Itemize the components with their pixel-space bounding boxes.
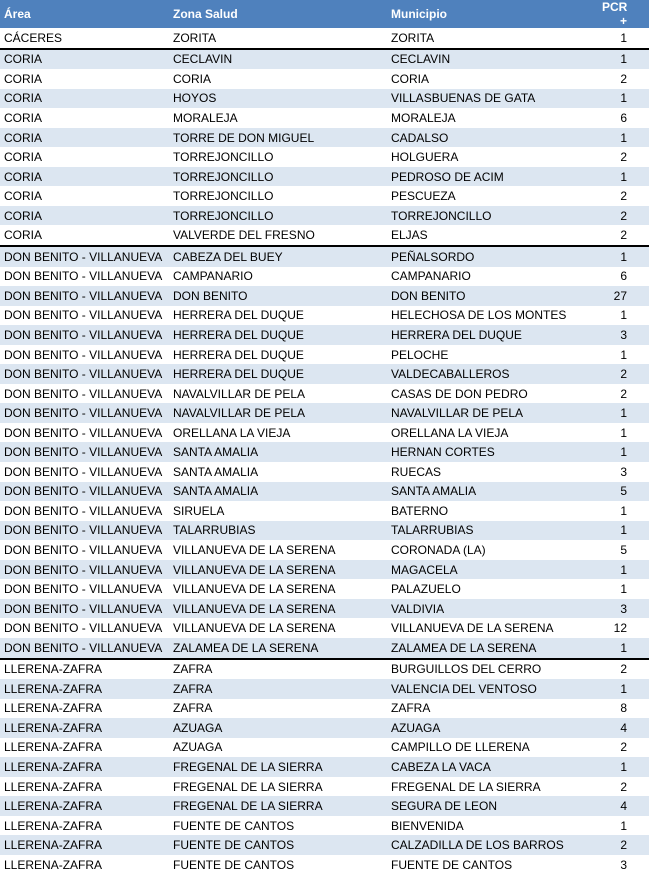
table-row [0,560,649,580]
cell-pcr: 1 [596,638,649,659]
cell-municipio: MORALEJA [385,108,596,128]
cell-pcr: 1 [596,560,649,580]
table-row [0,167,649,187]
cell-pcr: 1 [596,167,649,187]
cell-area: DON BENITO - VILLANUEVA [0,267,167,287]
cell-municipio: PESCUEZA [385,186,596,206]
cell-zona-salud: CECLAVIN [167,49,385,70]
cell-zona-salud: ORELLANA LA VIEJA [167,423,385,443]
cell-pcr: 2 [596,738,649,758]
cell-area: CORIA [0,206,167,226]
cell-zona-salud: NAVALVILLAR DE PELA [167,403,385,423]
cell-municipio: VILLANUEVA DE LA SERENA [385,618,596,638]
cell-zona-salud: HERRERA DEL DUQUE [167,306,385,326]
cell-area: DON BENITO - VILLANUEVA [0,482,167,502]
header-row [0,0,649,28]
table-row [0,618,649,638]
cell-pcr: 2 [596,147,649,167]
cell-pcr: 4 [596,796,649,816]
cell-zona-salud: ZORITA [167,28,385,49]
header-area: Área [0,0,167,28]
table-row [0,855,649,875]
cell-zona-salud: DON BENITO [167,286,385,306]
table-row [0,345,649,365]
cell-area: DON BENITO - VILLANUEVA [0,246,167,267]
cell-municipio: PELOCHE [385,345,596,365]
cell-zona-salud: TORREJONCILLO [167,147,385,167]
cell-zona-salud: FUENTE DE CANTOS [167,835,385,855]
cell-municipio: MAGACELA [385,560,596,580]
table-row [0,225,649,246]
cell-pcr: 1 [596,679,649,699]
cell-zona-salud: HERRERA DEL DUQUE [167,364,385,384]
cell-area: DON BENITO - VILLANUEVA [0,286,167,306]
cell-municipio: VILLASBUENAS DE GATA [385,89,596,109]
cell-municipio: HOLGUERA [385,147,596,167]
cell-municipio: VALENCIA DEL VENTOSO [385,679,596,699]
table-row [0,403,649,423]
cell-zona-salud: FUENTE DE CANTOS [167,816,385,836]
cell-municipio: BATERNO [385,501,596,521]
cell-zona-salud: NAVALVILLAR DE PELA [167,384,385,404]
table-row [0,246,649,267]
cell-municipio: TALARRUBIAS [385,521,596,541]
cell-zona-salud: TORREJONCILLO [167,167,385,187]
cell-area: LLERENA-ZAFRA [0,777,167,797]
cell-pcr: 1 [596,816,649,836]
cell-pcr: 1 [596,423,649,443]
table-row [0,699,649,719]
cell-pcr: 1 [596,501,649,521]
cell-area: CORIA [0,89,167,109]
table-row [0,718,649,738]
table-row [0,738,649,758]
cell-zona-salud: HERRERA DEL DUQUE [167,325,385,345]
cell-area: DON BENITO - VILLANUEVA [0,599,167,619]
table-body [0,28,649,875]
cell-municipio: DON BENITO [385,286,596,306]
cell-area: LLERENA-ZAFRA [0,679,167,699]
table-row [0,306,649,326]
table-row [0,186,649,206]
cell-municipio: ELJAS [385,225,596,246]
cell-area: DON BENITO - VILLANUEVA [0,442,167,462]
table-row [0,835,649,855]
cell-area: DON BENITO - VILLANUEVA [0,423,167,443]
cell-pcr: 1 [596,128,649,148]
cell-pcr: 1 [596,521,649,541]
cell-area: DON BENITO - VILLANUEVA [0,618,167,638]
cell-municipio: ZORITA [385,28,596,49]
table-row [0,147,649,167]
cell-area: LLERENA-ZAFRA [0,835,167,855]
cell-area: CORIA [0,186,167,206]
cell-pcr: 12 [596,618,649,638]
cell-municipio: ORELLANA LA VIEJA [385,423,596,443]
cell-pcr: 2 [596,777,649,797]
cell-zona-salud: VILLANUEVA DE LA SERENA [167,618,385,638]
table-row [0,364,649,384]
cell-area: LLERENA-ZAFRA [0,757,167,777]
cell-municipio: ZALAMEA DE LA SERENA [385,638,596,659]
cell-area: DON BENITO - VILLANUEVA [0,521,167,541]
cell-zona-salud: SANTA AMALIA [167,482,385,502]
cell-area: LLERENA-ZAFRA [0,738,167,758]
table-row [0,384,649,404]
cell-area: DON BENITO - VILLANUEVA [0,384,167,404]
table-row [0,816,649,836]
cell-municipio: AZUAGA [385,718,596,738]
cell-zona-salud: FUENTE DE CANTOS [167,855,385,875]
cell-municipio: CAMPANARIO [385,267,596,287]
cell-area: CORIA [0,108,167,128]
cell-pcr: 2 [596,835,649,855]
cell-municipio: VALDECABALLEROS [385,364,596,384]
cell-pcr: 1 [596,579,649,599]
cell-zona-salud: MORALEJA [167,108,385,128]
cell-area: DON BENITO - VILLANUEVA [0,462,167,482]
table-row [0,540,649,560]
cell-municipio: PALAZUELO [385,579,596,599]
table-row [0,638,649,659]
cell-municipio: BIENVENIDA [385,816,596,836]
cell-zona-salud: VALVERDE DEL FRESNO [167,225,385,246]
cell-municipio: CORIA [385,69,596,89]
cell-zona-salud: SANTA AMALIA [167,442,385,462]
cell-zona-salud: TORREJONCILLO [167,206,385,226]
table-row [0,482,649,502]
cell-pcr: 2 [596,186,649,206]
cell-pcr: 1 [596,345,649,365]
cell-zona-salud: FREGENAL DE LA SIERRA [167,796,385,816]
table-row [0,579,649,599]
cell-municipio: HERNAN CORTES [385,442,596,462]
cell-zona-salud: VILLANUEVA DE LA SERENA [167,560,385,580]
table-row [0,267,649,287]
cell-municipio: CADALSO [385,128,596,148]
cell-zona-salud: TORRE DE DON MIGUEL [167,128,385,148]
cell-area: LLERENA-ZAFRA [0,796,167,816]
cell-pcr: 1 [596,89,649,109]
table-row [0,462,649,482]
cell-pcr: 8 [596,699,649,719]
cell-municipio: PEDROSO DE ACIM [385,167,596,187]
table-row [0,501,649,521]
cell-area: DON BENITO - VILLANUEVA [0,560,167,580]
cell-pcr: 3 [596,599,649,619]
cell-municipio: CORONADA (LA) [385,540,596,560]
header-zona-salud: Zona Salud [167,0,385,28]
cell-pcr: 1 [596,28,649,49]
cell-zona-salud: VILLANUEVA DE LA SERENA [167,540,385,560]
cell-zona-salud: SIRUELA [167,501,385,521]
cell-zona-salud: CAMPANARIO [167,267,385,287]
cell-municipio: SEGURA DE LEON [385,796,596,816]
cell-area: CORIA [0,147,167,167]
table-row [0,89,649,109]
cell-pcr: 2 [596,206,649,226]
cell-area: DON BENITO - VILLANUEVA [0,540,167,560]
cell-zona-salud: CABEZA DEL BUEY [167,246,385,267]
cell-pcr: 5 [596,540,649,560]
cell-zona-salud: ZAFRA [167,659,385,680]
cell-area: DON BENITO - VILLANUEVA [0,501,167,521]
cell-municipio: TORREJONCILLO [385,206,596,226]
cell-pcr: 4 [596,718,649,738]
cell-area: LLERENA-ZAFRA [0,718,167,738]
cell-municipio: RUECAS [385,462,596,482]
table-row [0,108,649,128]
cell-area: DON BENITO - VILLANUEVA [0,364,167,384]
cell-municipio: PEÑALSORDO [385,246,596,267]
cell-pcr: 5 [596,482,649,502]
cell-area: DON BENITO - VILLANUEVA [0,325,167,345]
cell-pcr: 1 [596,246,649,267]
table-row [0,128,649,148]
cell-area: LLERENA-ZAFRA [0,816,167,836]
cell-pcr: 6 [596,267,649,287]
cell-municipio: HELECHOSA DE LOS MONTES [385,306,596,326]
cell-zona-salud: HOYOS [167,89,385,109]
cell-zona-salud: AZUAGA [167,738,385,758]
cell-municipio: CASAS DE DON PEDRO [385,384,596,404]
cell-zona-salud: TALARRUBIAS [167,521,385,541]
table-row [0,796,649,816]
cell-area: CORIA [0,128,167,148]
cell-zona-salud: TORREJONCILLO [167,186,385,206]
cell-pcr: 2 [596,225,649,246]
cell-pcr: 1 [596,403,649,423]
table-row [0,49,649,70]
cell-pcr: 1 [596,757,649,777]
cell-zona-salud: VILLANUEVA DE LA SERENA [167,599,385,619]
cell-zona-salud: VILLANUEVA DE LA SERENA [167,579,385,599]
cell-municipio: NAVALVILLAR DE PELA [385,403,596,423]
header-pcr: PCR + [596,0,649,28]
cell-zona-salud: FREGENAL DE LA SIERRA [167,757,385,777]
table-row [0,679,649,699]
table-row [0,28,649,49]
header-municipio: Municipio [385,0,596,28]
cell-municipio: ZAFRA [385,699,596,719]
cell-municipio: HERRERA DEL DUQUE [385,325,596,345]
cell-area: DON BENITO - VILLANUEVA [0,306,167,326]
cell-municipio: FREGENAL DE LA SIERRA [385,777,596,797]
cell-area: CÁCERES [0,28,167,49]
cell-municipio: BURGUILLOS DEL CERRO [385,659,596,680]
cell-area: LLERENA-ZAFRA [0,699,167,719]
cell-area: CORIA [0,49,167,70]
cell-zona-salud: CORIA [167,69,385,89]
cell-zona-salud: AZUAGA [167,718,385,738]
cell-municipio: CABEZA LA VACA [385,757,596,777]
table-row [0,206,649,226]
table-row [0,757,649,777]
cell-area: DON BENITO - VILLANUEVA [0,345,167,365]
table-row [0,325,649,345]
table-row [0,777,649,797]
table-row [0,442,649,462]
cell-area: DON BENITO - VILLANUEVA [0,579,167,599]
cell-zona-salud: HERRERA DEL DUQUE [167,345,385,365]
cell-pcr: 1 [596,49,649,70]
table-row [0,69,649,89]
cell-zona-salud: ZAFRA [167,679,385,699]
cell-pcr: 6 [596,108,649,128]
table-row [0,599,649,619]
cell-zona-salud: ZALAMEA DE LA SERENA [167,638,385,659]
cell-area: LLERENA-ZAFRA [0,855,167,875]
cell-pcr: 1 [596,442,649,462]
cell-zona-salud: ZAFRA [167,699,385,719]
cell-area: CORIA [0,69,167,89]
cell-pcr: 2 [596,384,649,404]
cell-pcr: 1 [596,306,649,326]
cell-zona-salud: FREGENAL DE LA SIERRA [167,777,385,797]
table-row [0,423,649,443]
cell-pcr: 3 [596,462,649,482]
cell-area: DON BENITO - VILLANUEVA [0,638,167,659]
cell-pcr: 2 [596,69,649,89]
cell-pcr: 3 [596,325,649,345]
cell-pcr: 2 [596,659,649,680]
cell-pcr: 3 [596,855,649,875]
cell-area: CORIA [0,167,167,187]
cell-zona-salud: SANTA AMALIA [167,462,385,482]
cell-municipio: FUENTE DE CANTOS [385,855,596,875]
cell-pcr: 2 [596,364,649,384]
cell-area: CORIA [0,225,167,246]
cell-municipio: CALZADILLA DE LOS BARROS [385,835,596,855]
cell-municipio: CECLAVIN [385,49,596,70]
cell-area: LLERENA-ZAFRA [0,659,167,680]
table-row [0,286,649,306]
cell-municipio: VALDIVIA [385,599,596,619]
table-row [0,659,649,680]
cell-municipio: CAMPILLO DE LLERENA [385,738,596,758]
cell-pcr: 27 [596,286,649,306]
cell-area: DON BENITO - VILLANUEVA [0,403,167,423]
table-row [0,521,649,541]
cell-municipio: SANTA AMALIA [385,482,596,502]
